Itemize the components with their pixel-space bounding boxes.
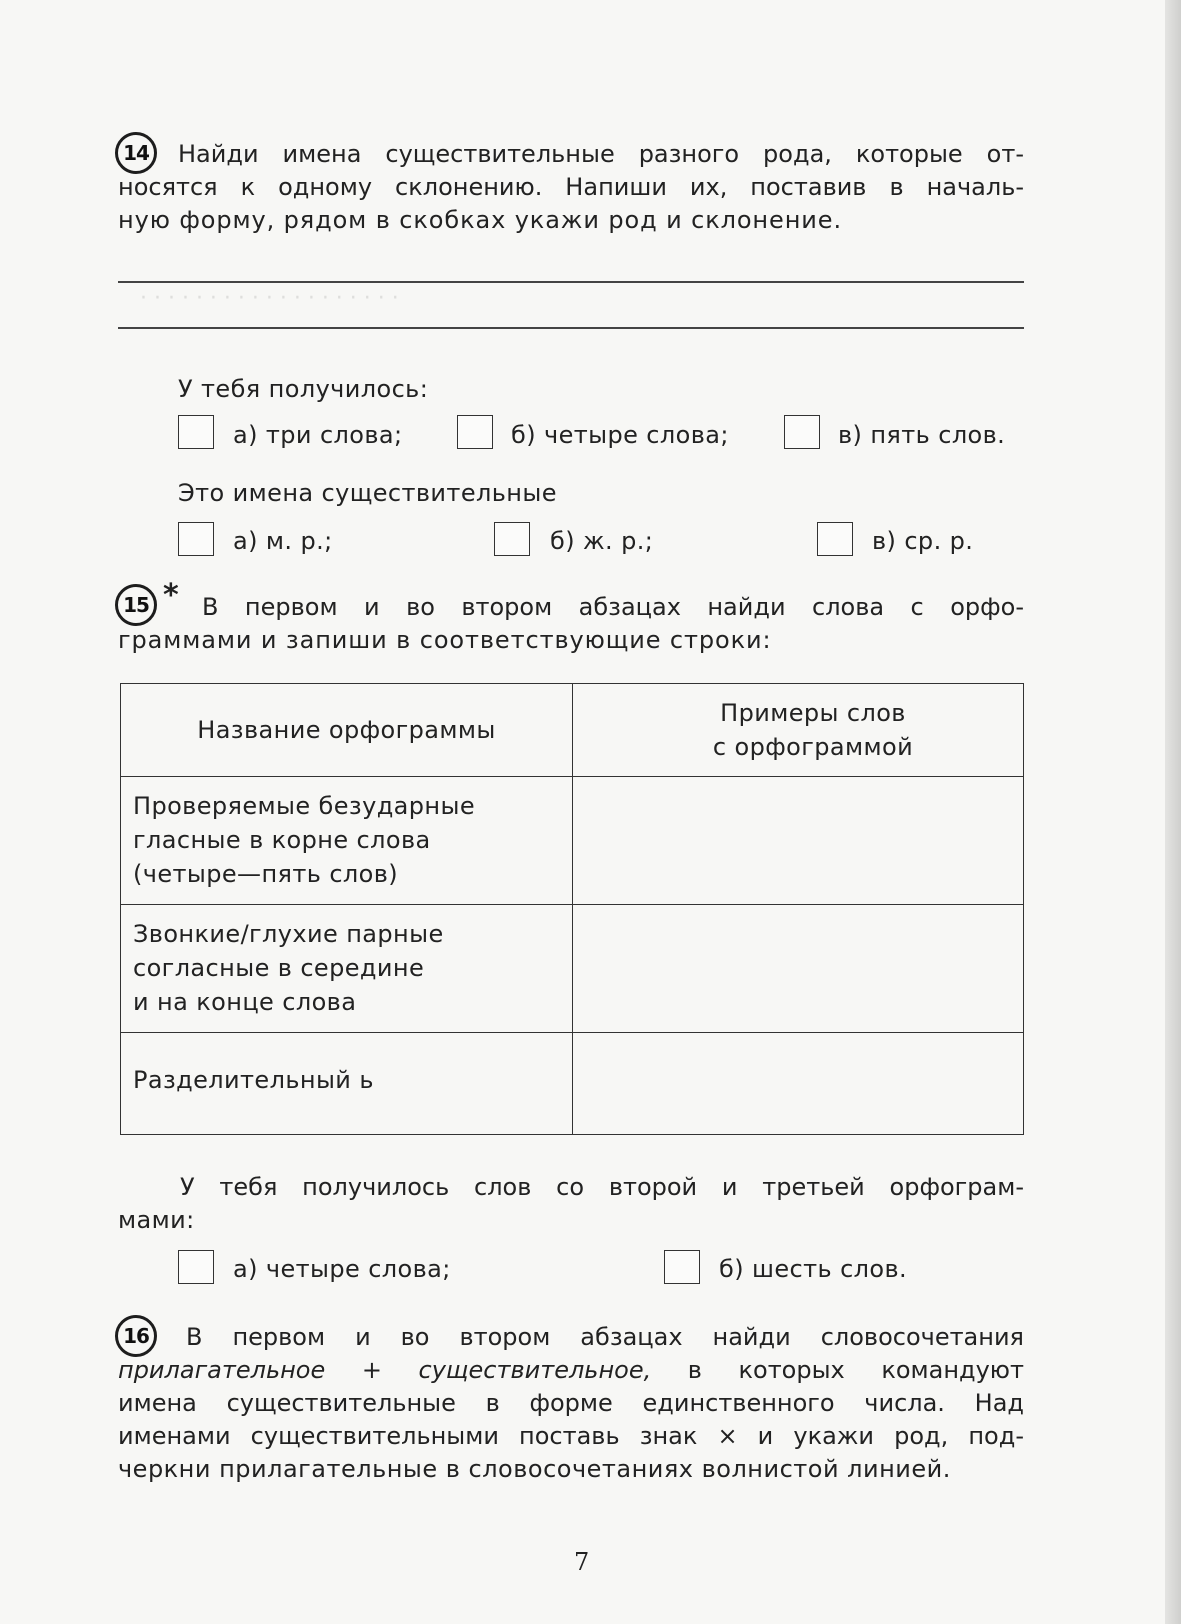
table-header-cell — [573, 684, 1024, 777]
checkbox-three-words[interactable] — [178, 415, 214, 449]
checkbox-six-words[interactable] — [664, 1250, 700, 1284]
task16-text-line-2 — [118, 1353, 1024, 1387]
option-label: а) четыре слова; — [233, 1255, 451, 1283]
answer-cell[interactable] — [573, 1033, 1024, 1135]
checkbox-five-words[interactable] — [784, 415, 820, 449]
these-are-label: Это имена существительные — [178, 479, 557, 507]
option-label: б) четыре слова; — [511, 421, 729, 449]
task15-result-line-2: мами: — [118, 1206, 195, 1234]
line-rest: в которых командуют — [651, 1356, 1024, 1384]
table-header-row — [121, 684, 1024, 777]
task16-text-line-3: имена существительные в форме единственного числа. Над — [118, 1389, 1024, 1417]
table-row — [121, 777, 1024, 905]
checkbox-feminine[interactable] — [494, 522, 530, 556]
task16-text-line-1: В первом и во втором абзацах найди словосочетания — [186, 1323, 1024, 1351]
task15-text-line-1: В первом и во втором абзацах найди слова с орфо- — [202, 593, 1024, 621]
answer-line[interactable] — [118, 327, 1024, 329]
task15-result-line-1: У тебя получилось слов со второй и третьей орфограм- — [180, 1173, 1024, 1201]
task-number-badge: 16 — [115, 1315, 157, 1357]
row-text-line: и на конце слова — [133, 988, 357, 1016]
difficulty-star-icon: * — [163, 578, 179, 613]
header-examples-line-1: Примеры слов — [720, 699, 906, 727]
row-text-line: согласные в середине — [133, 954, 425, 982]
option-label: в) пять слов. — [838, 421, 1006, 449]
table-cell-orthogram — [121, 777, 573, 905]
table-cell-orthogram — [121, 905, 573, 1033]
answer-cell[interactable] — [573, 777, 1024, 905]
task14-text-line-1: Найди имена существительные разного рода, которые от- — [178, 140, 1024, 168]
option-label: в) ср. р. — [872, 527, 974, 555]
task-number-badge: 15 — [115, 584, 157, 626]
page-number: 7 — [574, 1548, 590, 1576]
checkbox-four-words[interactable] — [178, 1250, 214, 1284]
checkbox-four-words[interactable] — [457, 415, 493, 449]
option-label: б) ж. р.; — [550, 527, 654, 555]
task16-text-line-4: именами существительными поставь знак × и укажи род, под- — [118, 1422, 1024, 1450]
option-label: а) м. р.; — [233, 527, 333, 555]
result-label: У тебя получилось: — [178, 375, 429, 403]
option-label: а) три слова; — [233, 421, 403, 449]
task15-text-line-2: граммами и запиши в соответствующие строки: — [118, 626, 772, 654]
task-number-badge: 14 — [115, 132, 157, 174]
header-examples-line-2: с орфограммой — [712, 733, 914, 761]
checkbox-neuter[interactable] — [817, 522, 853, 556]
option-label: б) шесть слов. — [719, 1255, 908, 1283]
bleed-through-decoration: · · · · · · · · · · · · · · · · · · · — [140, 286, 399, 311]
row-text-line: Разделительный ь — [133, 1066, 374, 1094]
table-cell-orthogram — [121, 1033, 573, 1135]
task14-text-line-3: ную форму, рядом в скобках укажи род и склонение. — [118, 206, 842, 234]
italic-phrase: прилагательное + существительное, — [118, 1356, 652, 1384]
page-edge-shadow — [1165, 0, 1181, 1624]
row-text-line: гласные в корне слова — [133, 826, 431, 854]
task14-text-line-2: носятся к одному склонению. Напиши их, поставив в началь- — [118, 173, 1024, 201]
row-text-line: Проверяемые безударные — [133, 792, 476, 820]
answer-cell[interactable] — [573, 905, 1024, 1033]
table-row — [121, 905, 1024, 1033]
row-text-line: (четыре—пять слов) — [133, 860, 399, 888]
orthogram-table — [120, 683, 1024, 1135]
row-text-line: Звонкие/глухие парные — [133, 920, 444, 948]
table-header-cell — [121, 684, 573, 777]
checkbox-masculine[interactable] — [178, 522, 214, 556]
task16-text-line-5: черкни прилагательные в словосочетаниях волнистой линией. — [118, 1455, 951, 1483]
table-row — [121, 1033, 1024, 1135]
header-orthogram-name: Название орфограммы — [197, 716, 496, 744]
answer-line[interactable] — [118, 281, 1024, 283]
